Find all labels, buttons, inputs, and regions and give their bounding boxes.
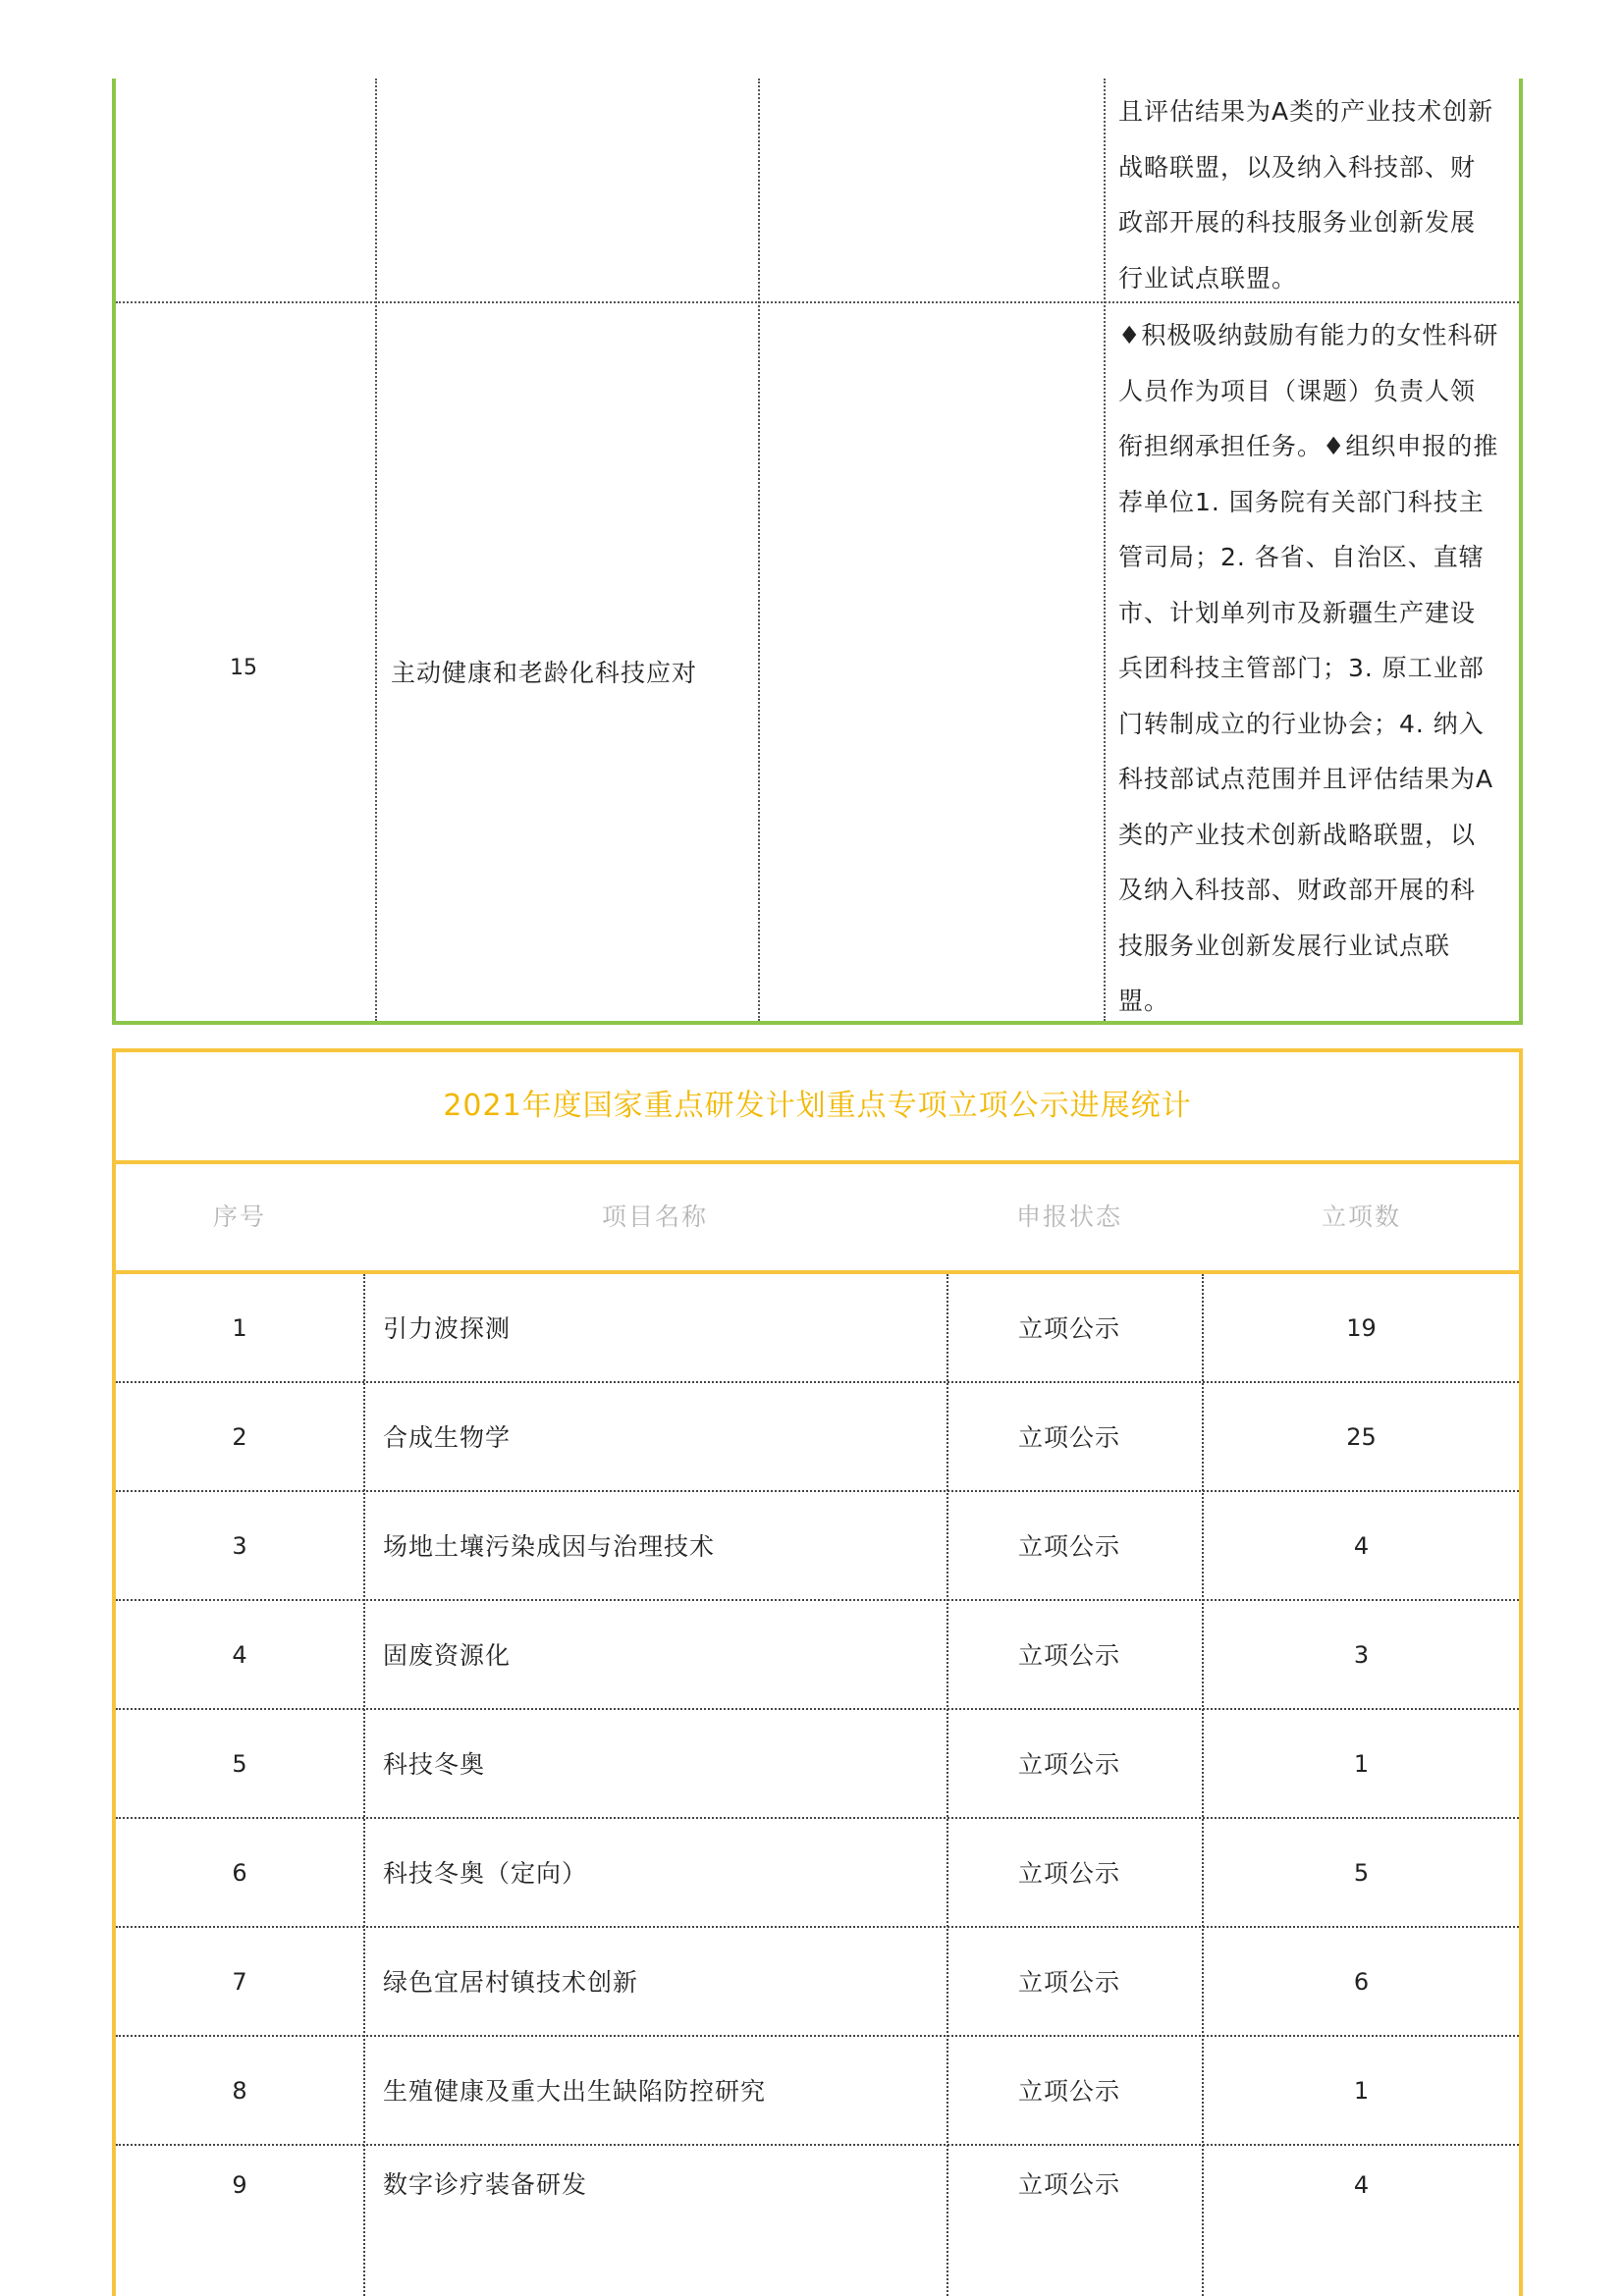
table-row: [116, 1928, 1519, 2037]
row-seq: 6: [232, 1859, 247, 1887]
row-count: 25: [1346, 1423, 1377, 1451]
row-count: 5: [1353, 1859, 1370, 1887]
text-line: 荐单位1. 国务院有关部门科技主: [1118, 487, 1485, 516]
project-approval-stats-table: [112, 1048, 1523, 2296]
text-line: 管司局；2. 各省、自治区、直辖: [1118, 543, 1485, 571]
table-row: [116, 1710, 1519, 1819]
table-row: [116, 2146, 1519, 2224]
column-divider: [375, 79, 377, 1021]
row-count: 6: [1353, 1968, 1370, 1996]
text-line: ♦积极吸纳鼓励有能力的女性科研: [1118, 321, 1499, 349]
row-status: 立项公示: [1017, 1968, 1120, 1997]
text-line: 类的产业技术创新战略联盟，以: [1118, 820, 1477, 849]
row-count: 1: [1353, 1750, 1370, 1778]
row-status: 立项公示: [1017, 1750, 1120, 1779]
policy-table-continued: [112, 79, 1523, 1025]
row-project-name: 固废资源化: [383, 1641, 512, 1670]
table-row: [116, 1383, 1519, 1492]
row-project-name: 生殖健康及重大出生缺陷防控研究: [383, 2077, 767, 2106]
row-count: 4: [1353, 1532, 1370, 1560]
row-status: 立项公示: [1017, 1641, 1120, 1670]
text-line: 行业试点联盟。: [1118, 263, 1298, 293]
row-status: 立项公示: [1017, 1859, 1120, 1888]
row-status: 立项公示: [1017, 1532, 1120, 1561]
row-seq: 8: [232, 2077, 247, 2105]
text-line: 盟。: [1118, 987, 1170, 1015]
row-status: 立项公示: [1017, 2170, 1120, 2199]
row-15-project-name: 主动健康和老龄化科技应对: [391, 659, 698, 687]
row-seq: 9: [232, 2171, 247, 2199]
text-line: 战略联盟，以及纳入科技部、财: [1118, 152, 1477, 182]
text-line: 市、计划单列市及新疆生产建设: [1118, 598, 1477, 627]
row-project-name: 科技冬奥: [383, 1750, 486, 1779]
text-line: 科技部试点范围并且评估结果为A: [1118, 765, 1494, 793]
row-15-seq: 15: [230, 656, 257, 680]
table-title: 2021年度国家重点研发计划重点专项立项公示进展统计: [443, 1089, 1192, 1123]
table-header-row: [116, 1164, 1519, 1270]
text-line: 及纳入科技部、财政部开展的科: [1118, 876, 1477, 904]
text-line: 且评估结果为A类的产业技术创新: [1118, 97, 1494, 126]
table-row: [116, 1601, 1519, 1710]
row-seq: 3: [232, 1532, 247, 1560]
text-line: 人员作为项目（课题）负责人领: [1118, 376, 1477, 405]
row-count: 3: [1353, 1641, 1370, 1669]
column-divider: [758, 79, 760, 1021]
text-line: 兵团科技主管部门；3. 原工业部: [1118, 654, 1485, 682]
row-project-name: 引力波探测: [383, 1314, 512, 1343]
row-status: 立项公示: [1017, 1423, 1120, 1452]
row-status: 立项公示: [1017, 2077, 1120, 2106]
row-project-name: 场地土壤污染成因与治理技术: [383, 1532, 716, 1561]
row-seq: 1: [232, 1314, 247, 1342]
row-count: 1: [1353, 2077, 1370, 2105]
row-project-name: 合成生物学: [383, 1423, 512, 1452]
text-line: 技服务业创新发展行业试点联: [1118, 931, 1451, 960]
row-seq: 2: [232, 1423, 247, 1451]
table-row: [116, 1492, 1519, 1601]
header-project-name: 项目名称: [601, 1202, 708, 1231]
header-count: 立项数: [1321, 1202, 1401, 1231]
text-line: 政部开展的科技服务业创新发展: [1118, 208, 1477, 237]
header-seq: 序号: [212, 1202, 266, 1231]
table-row: [116, 1274, 1519, 1383]
text-line: 门转制成立的行业协会；4. 纳入: [1118, 709, 1485, 738]
row-status: 立项公示: [1017, 1314, 1120, 1343]
header-status: 申报状态: [1015, 1202, 1122, 1231]
row-count: 4: [1353, 2171, 1370, 2199]
row-count: 19: [1346, 1314, 1377, 1342]
row-15-requirements-cell: [1118, 308, 1511, 1030]
row-project-name: 数字诊疗装备研发: [383, 2170, 588, 2199]
row-project-name: 绿色宜居村镇技术创新: [383, 1968, 639, 1997]
text-line: 衔担纲承担任务。♦组织申报的推: [1118, 432, 1499, 460]
row-project-name: 科技冬奥（定向）: [383, 1859, 588, 1888]
row-seq: 4: [232, 1641, 247, 1669]
row-seq: 5: [232, 1750, 247, 1778]
table-row: [116, 2037, 1519, 2146]
column-divider: [1104, 79, 1106, 1021]
row-seq: 7: [232, 1968, 247, 1996]
continued-requirements-cell: [1118, 84, 1511, 306]
table-row: [116, 1819, 1519, 1928]
